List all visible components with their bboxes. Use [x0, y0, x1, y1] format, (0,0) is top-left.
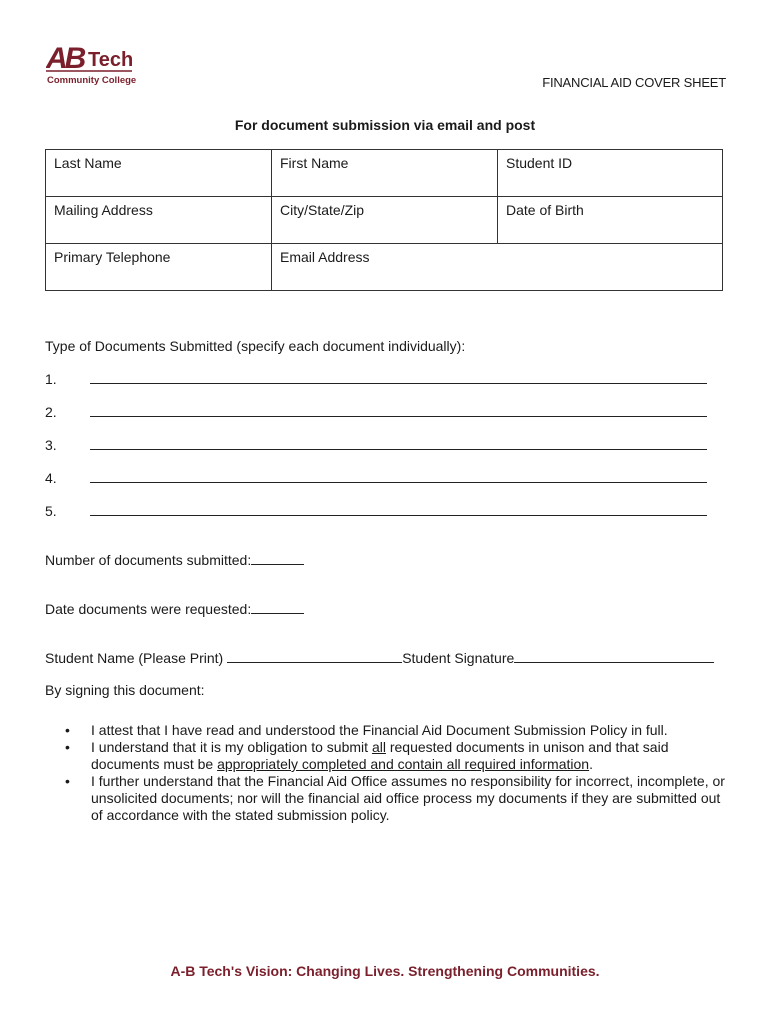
bullet-icon: • — [65, 773, 70, 789]
blank-line[interactable] — [90, 470, 707, 483]
list-item — [45, 773, 730, 824]
line-number: 3. — [45, 437, 57, 453]
blank-line[interactable] — [90, 437, 707, 450]
table-row — [46, 244, 723, 291]
attestation-text: requested documents in unison and that said documents must be — [91, 739, 669, 772]
first-name-field[interactable]: First Name — [272, 150, 498, 197]
bullet-icon: • — [65, 722, 70, 738]
blank-line[interactable] — [90, 503, 707, 516]
attestation-text: I further understand that the Financial Aid Office assumes no responsibility for incorrect, incomplete, or unsolicited documents; nor will the financial aid office process my documents if they are submitted out of accordance with the stated submission policy. — [91, 773, 725, 823]
table-row — [46, 150, 723, 197]
date-of-birth-field[interactable]: Date of Birth — [498, 197, 723, 244]
primary-telephone-field[interactable]: Primary Telephone — [46, 244, 272, 291]
number-of-documents-field[interactable] — [45, 552, 304, 568]
line-number: 2. — [45, 404, 57, 420]
blank-line[interactable] — [90, 371, 707, 384]
logo-subtext: Community College — [47, 75, 136, 86]
document-line-4[interactable] — [45, 470, 707, 486]
student-name-blank[interactable] — [227, 650, 402, 663]
logo-mark: AB — [46, 42, 84, 75]
emphasis-completed: appropriately completed and contain all required information — [217, 756, 590, 772]
line-number: 1. — [45, 371, 57, 387]
document-line-3[interactable] — [45, 437, 707, 453]
signing-intro: By signing this document: — [45, 682, 205, 698]
attestation-text: I attest that I have read and understood the Financial Aid Document Submission Policy in full. — [91, 722, 668, 738]
logo-tech: Tech — [88, 49, 134, 71]
student-name-label: Student Name (Please Print) — [45, 650, 224, 666]
attestation-text: . — [589, 756, 593, 772]
last-name-field[interactable]: Last Name — [46, 150, 272, 197]
mailing-address-field[interactable]: Mailing Address — [46, 197, 272, 244]
email-address-field[interactable]: Email Address — [272, 244, 723, 291]
table-row — [46, 197, 723, 244]
student-signature-label: Student Signature — [402, 650, 515, 666]
line-number: 5. — [45, 503, 57, 519]
document-line-2[interactable] — [45, 404, 707, 420]
document-types-label: Type of Documents Submitted (specify each document individually): — [45, 338, 466, 354]
date-requested-field[interactable] — [45, 601, 304, 617]
list-item — [45, 722, 730, 739]
blank-line[interactable] — [90, 404, 707, 417]
emphasis-all: all — [371, 739, 386, 755]
line-number: 4. — [45, 470, 57, 486]
date-requested-label: Date documents were requested: — [45, 601, 252, 617]
page-subtitle: For document submission via email and post — [234, 117, 536, 133]
city-state-zip-field[interactable]: City/State/Zip — [272, 197, 498, 244]
student-signature-blank[interactable] — [514, 650, 714, 663]
vision-statement: A-B Tech's Vision: Changing Lives. Strengthening Communities. — [170, 963, 600, 979]
student-info-table — [45, 149, 723, 291]
list-item — [45, 739, 730, 773]
blank-line[interactable] — [251, 601, 304, 614]
document-line-5[interactable] — [45, 503, 707, 519]
attestation-text: I understand that it is my obligation to submit — [91, 739, 372, 755]
attestation-list — [45, 722, 730, 824]
blank-line[interactable] — [251, 552, 304, 565]
student-id-field[interactable]: Student ID — [498, 150, 723, 197]
sheet-title: FINANCIAL AID COVER SHEET — [542, 75, 726, 90]
bullet-icon: • — [65, 739, 70, 755]
number-of-documents-label: Number of documents submitted: — [45, 552, 252, 568]
name-signature-row — [45, 650, 714, 666]
document-line-1[interactable] — [45, 371, 707, 387]
abtech-logo — [46, 38, 136, 88]
